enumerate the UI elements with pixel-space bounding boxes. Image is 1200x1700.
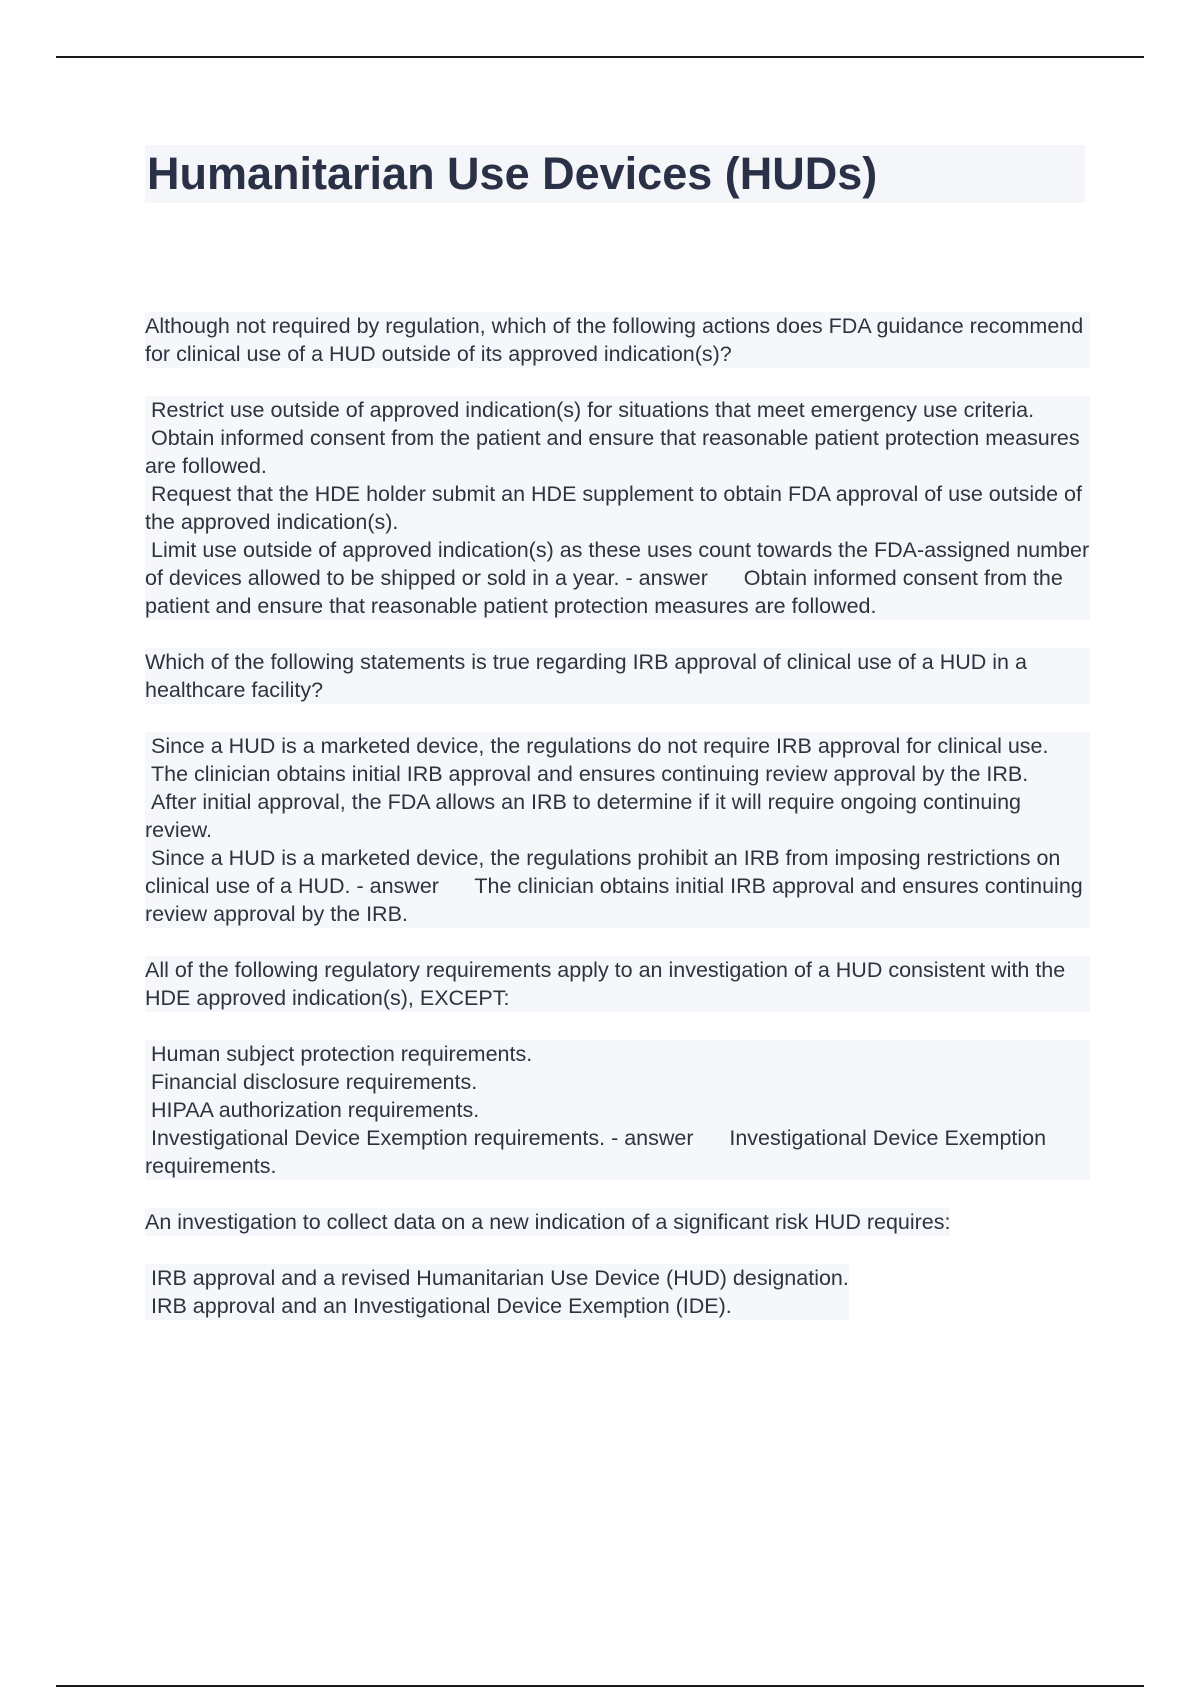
option-item: Financial disclosure requirements. (150, 1070, 478, 1094)
question-block-3 (145, 956, 1090, 1180)
option-item: Request that the HDE holder submit an HDE supplement to obtain FDA approval of use outside of the approved indication(s). (145, 482, 1082, 534)
option-text: Investigational Device Exemption requirements. (150, 1126, 606, 1150)
option-item-last (145, 844, 1090, 928)
option-item: Obtain informed consent from the patient and ensure that reasonable patient protection measures are followed. (145, 426, 1080, 478)
answer-options (145, 1040, 1090, 1180)
answer-options (145, 732, 1090, 928)
question-text: Although not required by regulation, which of the following actions does FDA guidance recommend for clinical use of a HUD outside of its approved indication(s)? (145, 312, 1090, 368)
document-body (145, 312, 1090, 1348)
answer-separator: - answer (619, 566, 744, 590)
page-title: Humanitarian Use Devices (HUDs) (145, 145, 1085, 203)
option-item: Since a HUD is a marketed device, the regulations do not require IRB approval for clinical use. (150, 734, 1049, 758)
question-text: An investigation to collect data on a new indication of a significant risk HUD requires: (145, 1210, 951, 1234)
option-item: IRB approval and an Investigational Device Exemption (IDE). (150, 1294, 732, 1318)
question-block-4 (145, 1208, 1090, 1320)
answer-text: Investigational Device Exemption requirements. (145, 1126, 1047, 1178)
option-item-last (145, 1124, 1090, 1180)
option-text: Since a HUD is a marketed device, the regulations prohibit an IRB from imposing restrictions on clinical use of a HUD. (145, 846, 1061, 898)
question-block-1 (145, 312, 1090, 620)
option-item: Restrict use outside of approved indication(s) for situations that meet emergency use criteria. (150, 398, 1035, 422)
answer-text: The clinician obtains initial IRB approval and ensures continuing review approval by the IRB. (145, 874, 1083, 926)
question-text: Which of the following statements is true regarding IRB approval of clinical use of a HUD in a healthcare facility? (145, 648, 1090, 704)
option-item: IRB approval and a revised Humanitarian Use Device (HUD) designation. (150, 1266, 849, 1290)
option-item: Human subject protection requirements. (150, 1042, 533, 1066)
option-item: The clinician obtains initial IRB approval and ensures continuing review approval by the IRB. (150, 762, 1029, 786)
answer-options (145, 1264, 849, 1320)
question-text: All of the following regulatory requirements apply to an investigation of a HUD consistent with the HDE approved indication(s), EXCEPT: (145, 956, 1090, 1012)
question-block-2 (145, 648, 1090, 928)
option-text: Limit use outside of approved indication(s) as these uses count towards the FDA-assigned number of devices allowed to be shipped or sold in a year. (145, 538, 1090, 590)
option-item: HIPAA authorization requirements. (150, 1098, 480, 1122)
answer-separator: - answer (350, 874, 475, 898)
answer-separator: - answer (605, 1126, 730, 1150)
option-item-last (145, 536, 1090, 620)
bottom-divider (56, 1685, 1144, 1687)
answer-options (145, 396, 1090, 620)
top-divider (56, 56, 1144, 58)
option-item: After initial approval, the FDA allows an IRB to determine if it will require ongoing continuing review. (145, 790, 1021, 842)
answer-text: Obtain informed consent from the patient and ensure that reasonable patient protection measures are followed. (145, 566, 1063, 618)
